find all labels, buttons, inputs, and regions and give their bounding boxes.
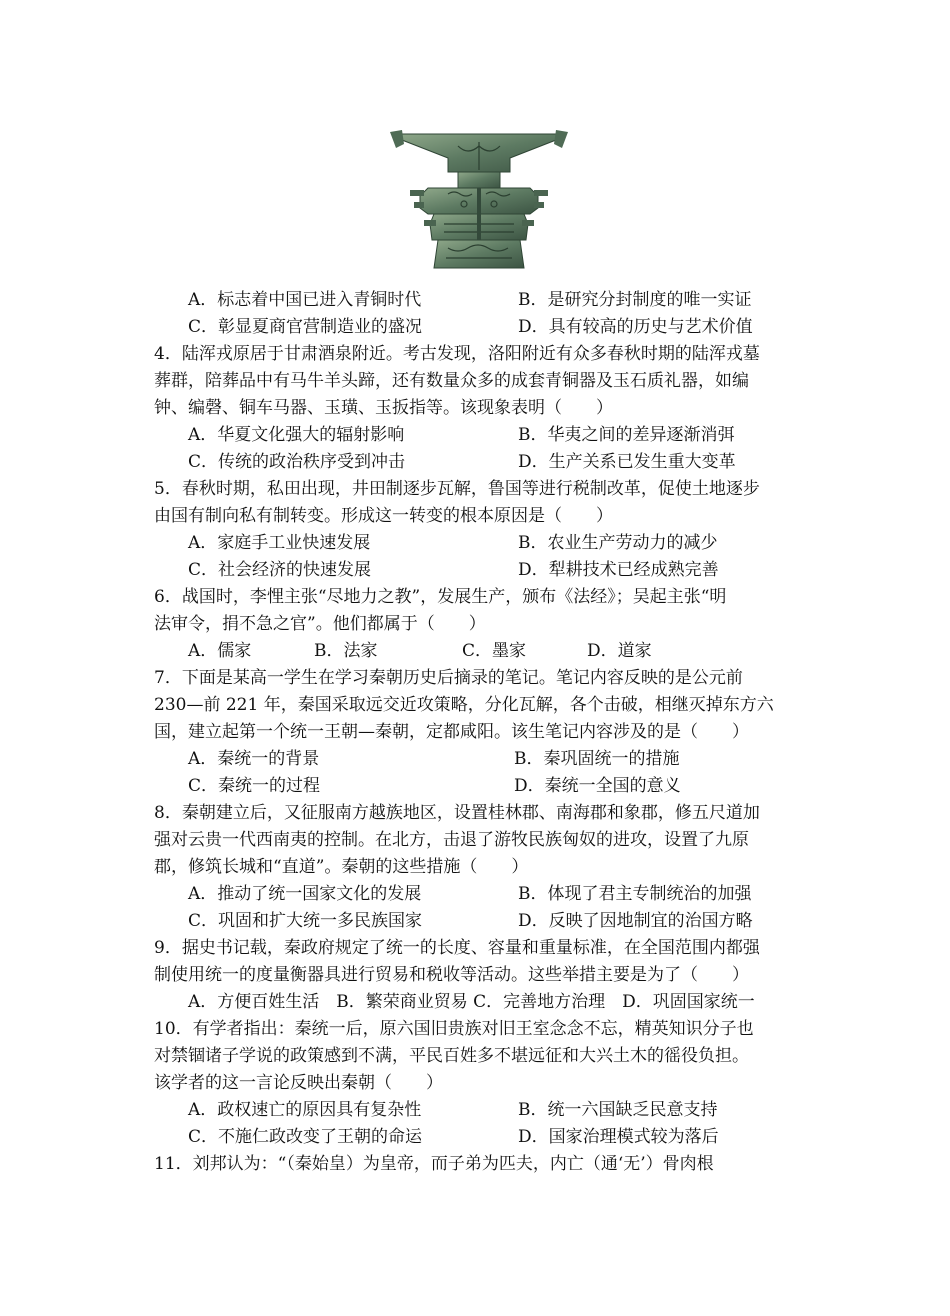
q10-option-a: A．政权速亡的原因具有复杂性 [188,1100,422,1120]
q3-option-a: A．标志着中国已进入青铜时代 [188,290,422,310]
q10-stem-line-2: 对禁锢诸子学说的政策感到不满，平民百姓多不堪远征和大兴土木的徭役负担。 [154,1046,749,1066]
q5-stem-line-1: 5．春秋时期，私田出现，井田制逐步瓦解，鲁国等进行税制改革，促使土地逐步 [154,479,760,499]
q6-option-b: B．法家 [314,641,378,661]
q5-option-c: C．社会经济的快速发展 [188,560,372,580]
q4-stem-line-2: 葬群，陪葬品中有马牛羊头蹄，还有数量众多的成套青铜器及玉石质礼器，如编 [154,371,749,391]
q6-option-a: A．儒家 [188,641,252,661]
bronze-vessel-image [388,128,570,274]
q7-stem-line-1: 7．下面是某高一学生在学习秦朝历史后摘录的笔记。笔记内容反映的是公元前 [154,668,743,688]
q8-stem-line-1: 8．秦朝建立后，又征服南方越族地区，设置桂林郡、南海郡和象郡，修五尺道加 [154,803,760,823]
q3-option-b: B．是研究分封制度的唯一实证 [518,290,752,310]
q4-option-d: D．生产关系已发生重大变革 [518,452,736,472]
q3-option-c: C．彰显夏商官营制造业的盛况 [188,317,423,337]
q8-option-d: D．反映了因地制宜的治国方略 [518,911,753,931]
q4-option-c: C．传统的政治秩序受到冲击 [188,452,406,472]
q8-option-b: B．体现了君主专制统治的加强 [518,884,752,904]
q5-option-d: D．犁耕技术已经成熟完善 [518,560,719,580]
q7-stem-line-3: 国，建立起第一个统一王朝—秦朝，定都咸阳。该生笔记内容涉及的是（ ） [154,722,749,742]
q10-option-d: D．国家治理模式较为落后 [518,1127,719,1147]
q9-stem-line-1: 9．据史书记载，秦政府规定了统一的长度、容量和重量标准，在全国范围内都强 [154,938,760,958]
q8-option-c: C．巩固和扩大统一多民族国家 [188,911,423,931]
q8-stem-line-3: 郡，修筑长城和“直道”。秦朝的这些措施（ ） [154,857,529,877]
q10-stem-line-3: 该学者的这一言论反映出秦朝（ ） [154,1073,443,1093]
q4-stem-line-3: 钟、编磬、铜车马器、玉璜、玉扳指等。该现象表明（ ） [154,398,613,418]
q6-stem-line-2: 法审令，捐不急之官”。他们都属于（ ） [154,614,486,634]
q11-stem-line-1: 11．刘邦认为：“（秦始皇）为皇帝，而子弟为匹夫，内亡（通‘无’）骨肉根 [154,1154,714,1174]
q6-stem-line-1: 6．战国时，李悝主张“尽地力之教”，发展生产，颁布《法经》；吴起主张“明 [154,587,727,607]
q7-stem-line-2: 230—前 221 年，秦国采取远交近攻策略，分化瓦解，各个击破，相继灭掉东方六 [154,695,774,715]
q3-option-d: D．具有较高的历史与艺术价值 [518,317,753,337]
q7-option-c: C．秦统一的过程 [188,776,321,796]
q8-option-a: A．推动了统一国家文化的发展 [188,884,422,904]
q7-option-a: A．秦统一的背景 [188,749,320,769]
q5-option-b: B．农业生产劳动力的减少 [518,533,718,553]
q9-options-line: A．方便百姓生活 B．繁荣商业贸易 C．完善地方治理 D．巩固国家统一 [188,992,755,1012]
q8-stem-line-2: 强对云贵一代西南夷的控制。在北方，击退了游牧民族匈奴的进攻，设置了九原 [154,830,749,850]
q4-option-b: B．华夷之间的差异逐渐消弭 [518,425,735,445]
q5-option-a: A．家庭手工业快速发展 [188,533,371,553]
q4-stem-line-1: 4．陆浑戎原居于甘肃酒泉附近。考古发现，洛阳附近有众多春秋时期的陆浑戎墓 [154,344,760,364]
q4-option-a: A．华夏文化强大的辐射影响 [188,425,405,445]
q6-option-c: C．墨家 [462,641,527,661]
q9-stem-line-2: 制使用统一的度量衡器具进行贸易和税收等活动。这些举措主要是为了（ ） [154,965,749,985]
q10-stem-line-1: 10．有学者指出：秦统一后，原六国旧贵族对旧王室念念不忘，精英知识分子也 [154,1019,754,1039]
q7-option-d: D．秦统一全国的意义 [514,776,681,796]
q10-option-c: C．不施仁政改变了王朝的命运 [188,1127,423,1147]
q5-stem-line-2: 由国有制向私有制转变。形成这一转变的根本原因是（ ） [154,506,613,526]
q10-option-b: B．统一六国缺乏民意支持 [518,1100,718,1120]
q6-option-d: D．道家 [587,641,652,661]
q7-option-b: B．秦巩固统一的措施 [514,749,680,769]
